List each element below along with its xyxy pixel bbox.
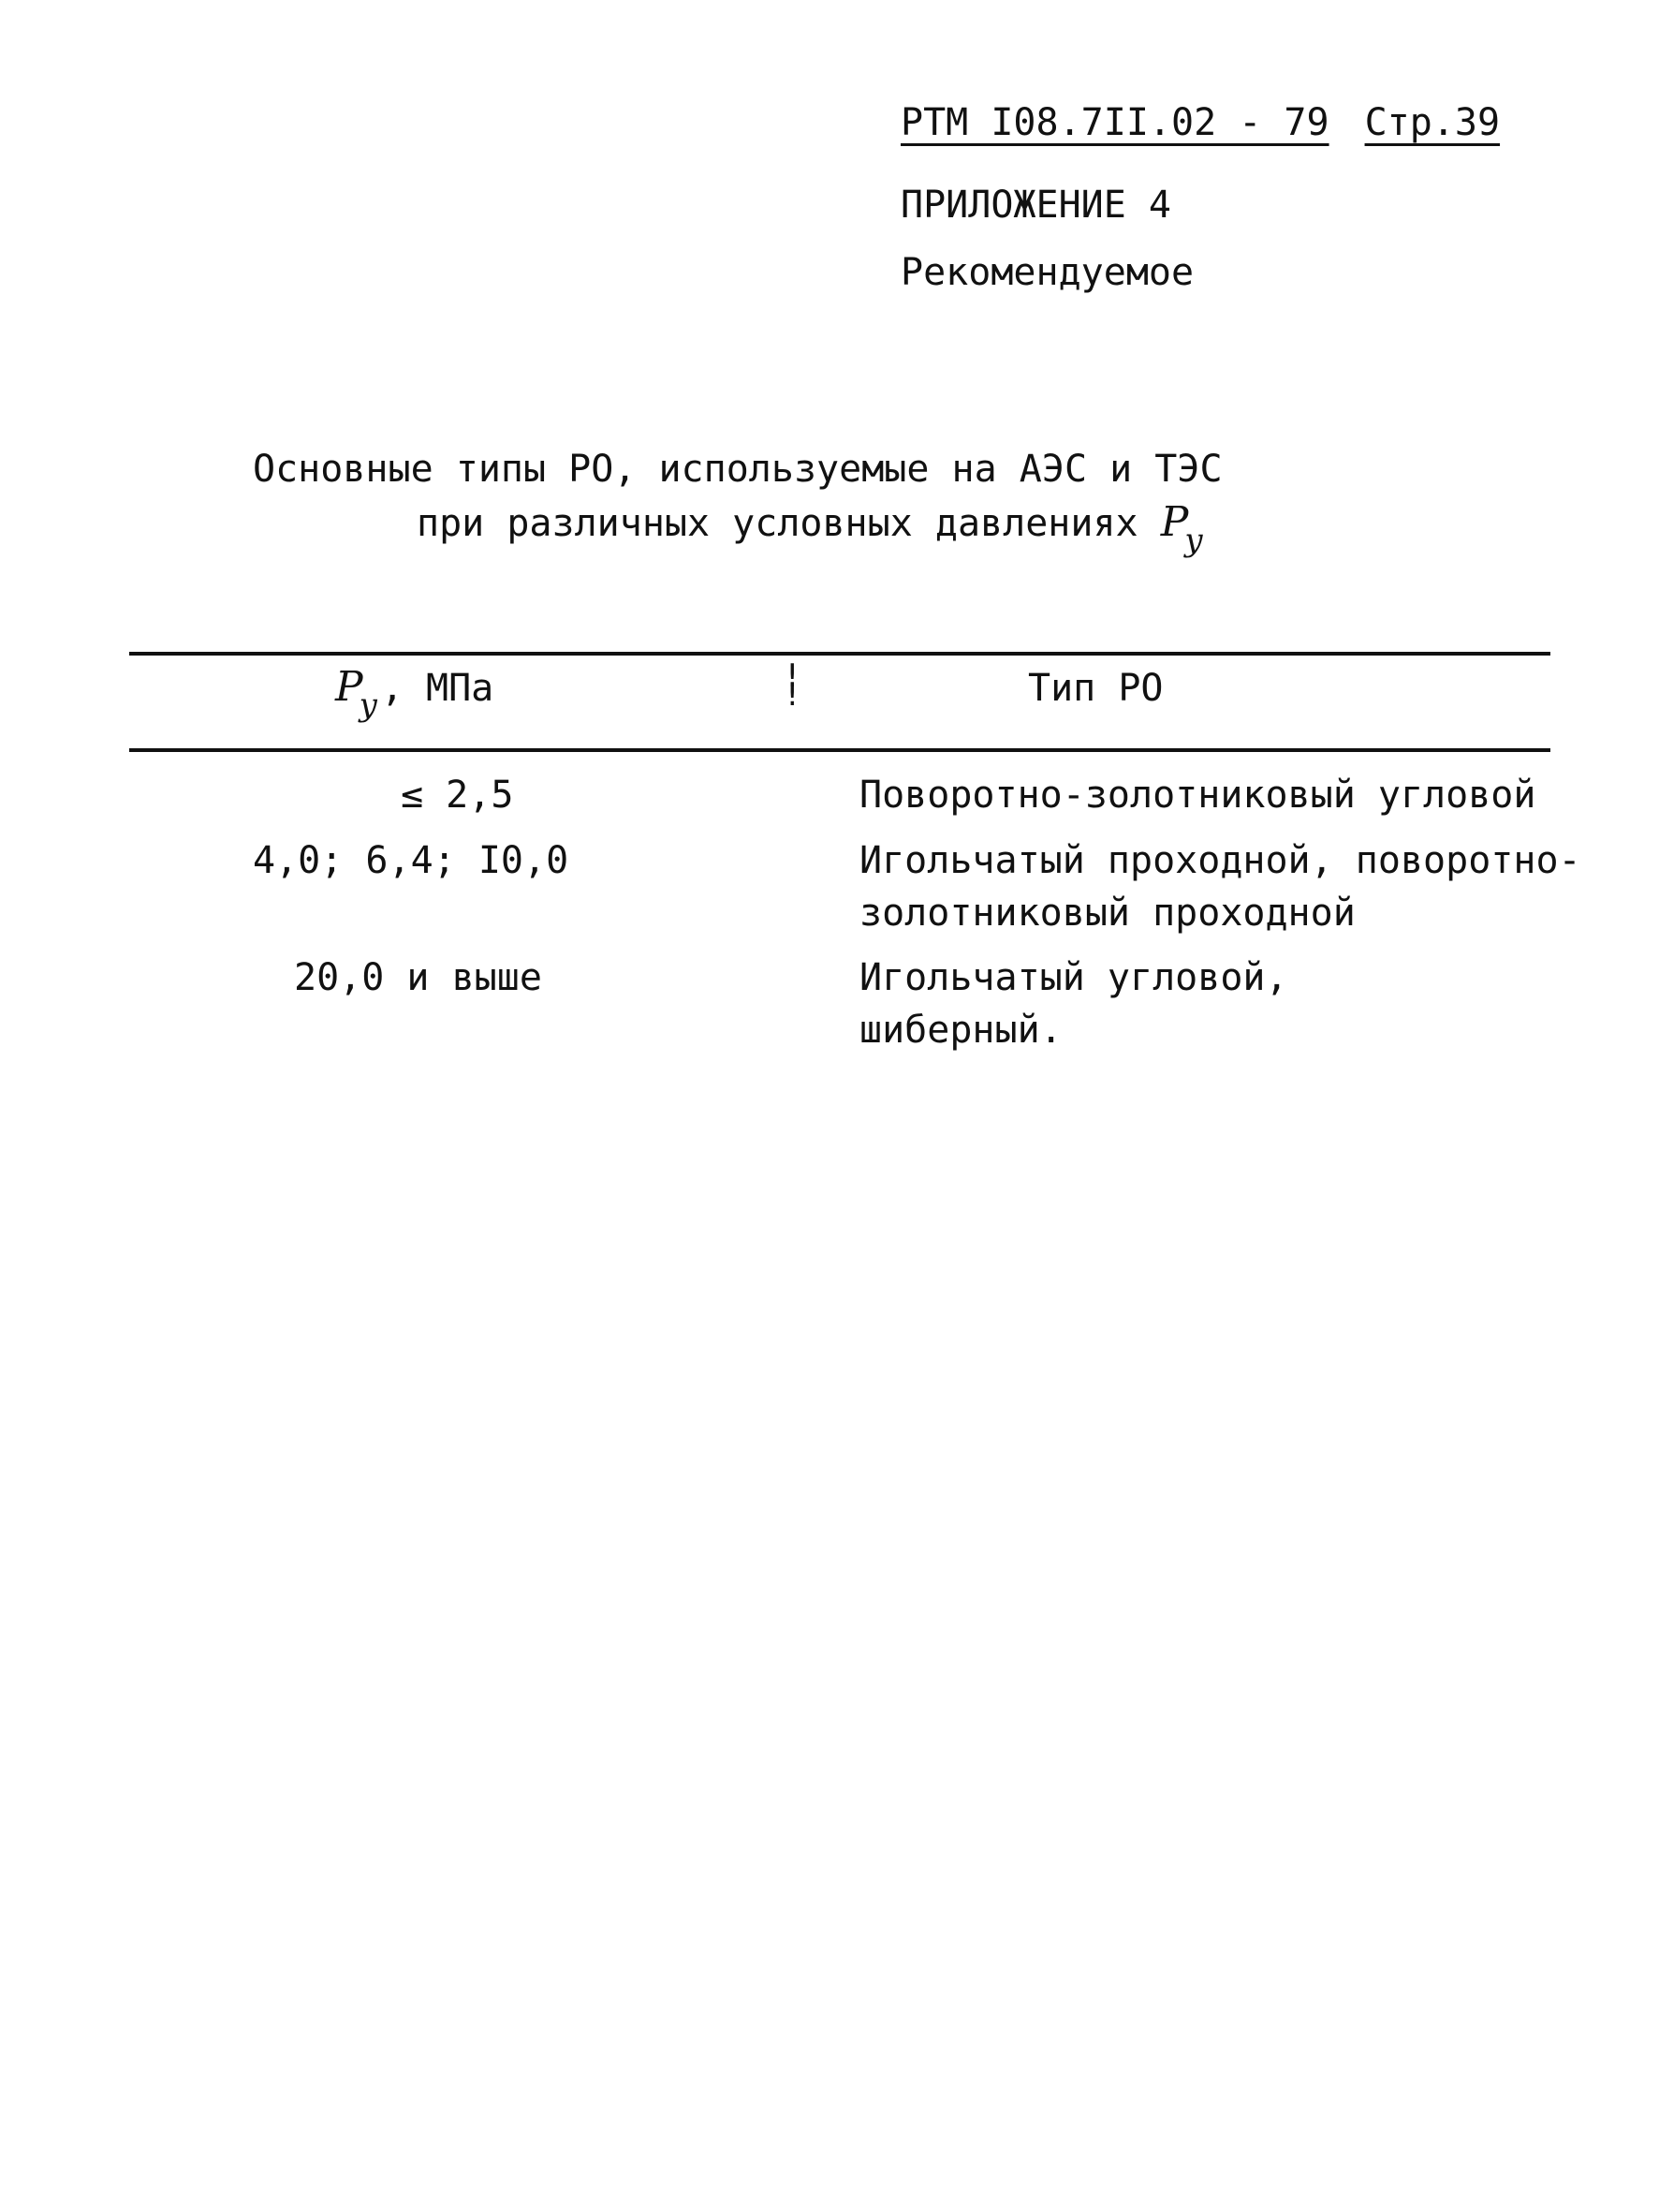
pressure-symbol-letter: P [1160,498,1189,546]
document-code: РТМ I08.7II.02 - 79 [901,101,1329,144]
pressure-symbol-subscript: y [359,686,377,724]
table-row-3-type [859,951,1288,1056]
column-header-type: Тип РО [1028,667,1164,710]
column-divider: ! ! [783,657,802,714]
page-header [901,101,1500,144]
pressure-symbol [1160,498,1207,559]
document-title-line-1: Основные типы РО, используемые на АЭС и ТЭС [253,448,1223,491]
table-top-rule [129,652,1550,656]
appendix-label: ПРИЛОЖЕНИЕ 4 [901,184,1171,227]
pressure-symbol-subscript: y [1184,522,1203,559]
pressure-symbol [335,663,381,724]
table-row-2-type [859,834,1581,939]
table-row-2-type-line-1: Игольчатый проходной, поворотно- [859,839,1581,882]
column-header-pressure [335,663,494,724]
document-title-text: при различных условных давлениях [417,502,1138,545]
document-title-line-2 [417,498,1207,559]
page-number: Стр.39 [1364,101,1501,144]
table-row-1-type-line-1: Поворотно-золотниковый угловой [859,774,1536,817]
table-row-1-type [859,769,1535,821]
table-row-3-pressure: 20,0 и выше [294,956,542,999]
pressure-unit: , МПа [380,667,494,710]
pressure-symbol-letter: P [335,663,363,711]
table-row-2-pressure: 4,0; 6,4; I0,0 [253,839,569,882]
table-header-rule [129,748,1550,752]
table-row-3-type-line-1: Игольчатый угловой, [859,956,1288,999]
table-row-1-pressure: ≤ 2,5 [401,774,514,817]
table-row-2-type-line-2: золотниковый проходной [859,892,1356,935]
table-row-3-type-line-2: шиберный. [859,1009,1063,1052]
appendix-status: Рекомендуемое [901,251,1195,294]
